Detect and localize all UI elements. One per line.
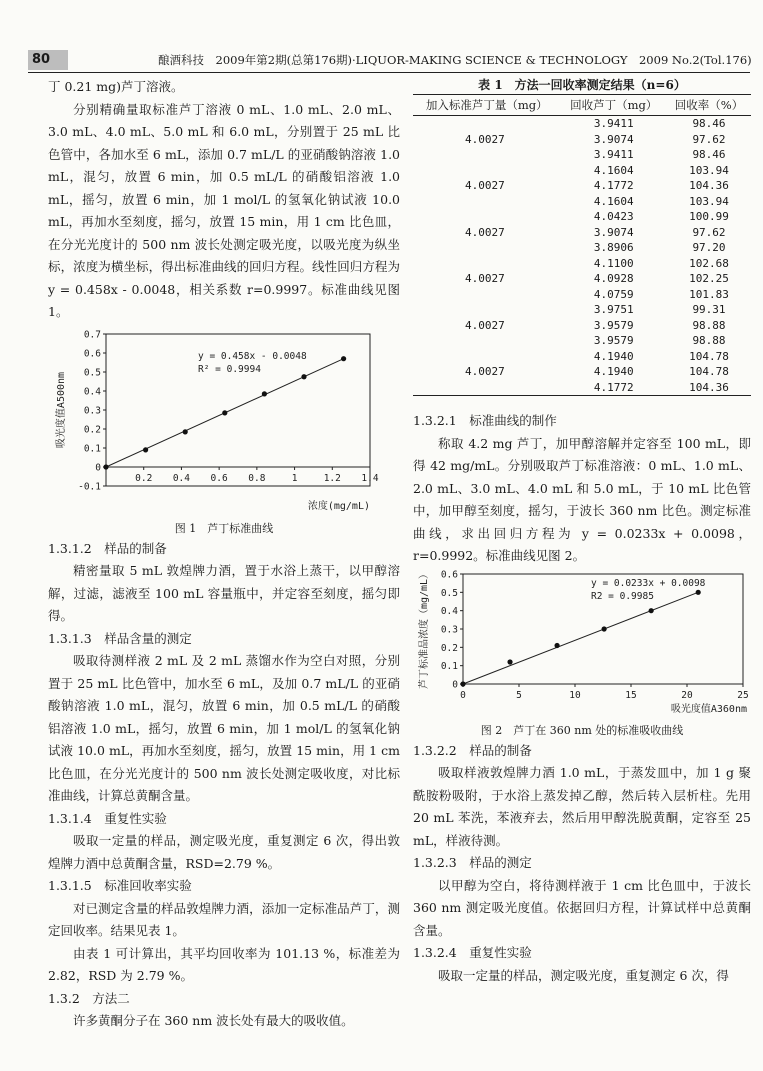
added-amount-cell [413, 302, 561, 318]
x-tick-label: 0.2 [135, 472, 153, 484]
recovered-amount-cell: 3.8906 [593, 241, 634, 254]
section-heading: 1.3.1.2 样品的制备 [48, 540, 167, 556]
y-tick-label: 0.2 [440, 642, 458, 654]
x-tick-label: 0.4 [172, 472, 191, 484]
x-tick-label: 0 [460, 689, 466, 701]
section-heading: 1.3.2.3 样品的测定 [413, 855, 532, 870]
section-heading: 1.3.1.3 样品含量的测定 [48, 630, 192, 646]
added-amount-cell: 4.0027 [465, 365, 505, 378]
figure-caption: 图 1 芦丁标准曲线 [174, 521, 274, 535]
regression-annotation: R² = 0.9994 [198, 363, 261, 375]
table-row [413, 380, 751, 396]
y-tick-label: 0.6 [83, 348, 101, 359]
added-amount-cell [413, 240, 561, 256]
paragraph: 分别精确量取标准芦丁溶液 0 mL、1.0 mL、2.0 mL、3.0 mL、4.0 mL、5.0 mL 和 6.0 mL，分别置于 25 mL 比色管中，各加水至 6 mL，添加 0.7 mL/L 的亚硝酸钠溶液 1.0 mL，混匀，放置 6 min，加 0.5 mL/L 的硝酸铝溶液 1.0 mL，摇匀，放置 6 min，加 1 mol/L 的氢氧化钠试液 10.0 mL，再加水至刻度，摇匀，放置 15 min，用 1 cm 比色皿，在分光光度计的 500 nm 波长处测定吸光度，以吸光度为纵坐标，浓度为横坐标，得出标准曲线的回归方程。线性回归方程为 y = 0.458x - 0.0048，相关系数 r=0.9997。标准曲线见图 1。 [48, 101, 400, 319]
added-amount-cell [413, 209, 561, 225]
recovery-rate-cell: 97.62 [692, 132, 726, 146]
paragraph: 丁 0.21 mg)芦丁溶液。 [48, 79, 184, 94]
recovery-rate-cell: 98.88 [692, 334, 726, 347]
right-column [413, 76, 751, 987]
table-row [413, 349, 751, 365]
x-tick-label: 20 [681, 689, 693, 701]
x-tick-label: 1 [291, 472, 298, 484]
paragraph: 吸取一定量的样品，测定吸光度，重复测定 6 次，得 [438, 967, 729, 983]
y-tick-label: 0.4 [440, 605, 458, 617]
paragraph: 对已测定含量的样品敦煌牌力酒，添加一定标准品芦丁，测定回收率。结果见表 1。 [48, 900, 400, 938]
data-point [602, 626, 607, 631]
recovery-rate-cell: 103.94 [689, 194, 729, 208]
added-amount-cell: 4.0027 [465, 179, 505, 192]
recovery-rate-cell: 98.46 [692, 117, 726, 130]
data-point [554, 642, 559, 647]
added-amount-cell [413, 256, 561, 272]
x-tick-label: 15 [625, 689, 637, 701]
regression-annotation: y = 0.0233x + 0.0098 [591, 577, 706, 589]
table-row [413, 132, 751, 148]
data-point [262, 391, 267, 396]
recovered-amount-cell: 3.9411 [593, 117, 634, 130]
section-heading: 1.3.2.2 样品的制备 [413, 742, 532, 758]
y-tick-label: 0.7 [83, 329, 101, 340]
added-amount-cell [413, 147, 561, 163]
recovery-rate-cell: 104.78 [689, 349, 729, 363]
added-amount-cell [413, 349, 561, 365]
x-tick-label: 1.2 [323, 472, 341, 484]
table-row [413, 287, 751, 303]
y-tick-label: -0.1 [78, 481, 101, 492]
y-tick-label: 0 [95, 462, 101, 473]
data-point [183, 429, 188, 434]
recovered-amount-cell: 4.1940 [593, 365, 634, 378]
data-point [696, 589, 701, 594]
y-tick-label: 0.6 [440, 569, 458, 580]
standard-curve-chart-2 [413, 568, 751, 718]
data-point [460, 681, 465, 686]
table-row [413, 178, 751, 194]
table-row [413, 364, 751, 380]
recovery-rate-cell: 102.25 [689, 272, 729, 285]
y-tick-label: 0.5 [83, 367, 101, 378]
recovery-rate-cell: 98.46 [692, 148, 726, 161]
recovery-rate-cell: 100.99 [689, 210, 729, 223]
recovered-amount-cell: 4.1940 [593, 349, 634, 363]
recovery-rate-cell: 99.31 [692, 303, 726, 316]
table-row [413, 209, 751, 225]
figure-caption: 图 2 芦丁在 360 nm 处的标准吸收曲线 [480, 723, 684, 737]
table-row [413, 256, 751, 272]
data-point [341, 356, 346, 361]
recovery-rate-cell: 97.62 [692, 225, 726, 239]
table-row [413, 318, 751, 334]
recovery-rate-cell: 103.94 [689, 163, 729, 177]
recovered-amount-cell: 4.0759 [593, 287, 634, 301]
x-tick-label: 5 [516, 689, 522, 701]
table-header: 回收芦丁（mg） [561, 95, 667, 116]
regression-line [463, 592, 698, 684]
recovered-amount-cell: 3.9411 [593, 148, 634, 161]
y-tick-label: 0.2 [83, 424, 101, 435]
y-tick-label: 0.3 [83, 405, 101, 416]
journal-title: 酿酒科技 2009年第2期(总第176期)·LIQUOR-MAKING SCIENCE & TECHNOLOGY 2009 No.2(Tol.176) [158, 53, 752, 67]
x-tick-label: 0.6 [210, 472, 228, 484]
standard-curve-chart-1 [48, 324, 400, 516]
table-row [413, 147, 751, 163]
added-amount-cell: 4.0027 [465, 272, 505, 285]
y-tick-label: 0.1 [83, 443, 101, 454]
figure-2 [413, 568, 751, 740]
added-amount-cell [413, 333, 561, 349]
x-tick-label: 25 [737, 689, 749, 701]
recovery-rate-cell: 97.20 [692, 241, 726, 254]
recovered-amount-cell: 3.9751 [593, 303, 634, 316]
table-row [413, 194, 751, 210]
section-heading: 1.3.1.5 标准回收率实验 [48, 878, 192, 893]
section-heading: 1.3.1.4 重复性实验 [48, 810, 167, 826]
recovery-table [413, 94, 751, 396]
x-axis-label: 吸光度值A360nm [670, 703, 747, 715]
data-point [222, 410, 227, 415]
y-tick-label: 0 [452, 679, 458, 690]
recovered-amount-cell: 3.9579 [593, 318, 634, 332]
data-point [507, 659, 512, 664]
recovered-amount-cell: 4.1100 [593, 256, 634, 270]
recovery-rate-cell: 104.36 [689, 179, 729, 192]
paragraph: 吸取待测样液 2 mL 及 2 mL 蒸馏水作为空白对照，分别置于 25 mL 比色管中，加水至 6 mL，及加 0.7 mL/L 的亚硝酸钠溶液 1.0 mL，混匀，放置 6 min，加 0.5 mL/L 的硝酸铝溶液 1.0 mL，摇匀，放置 6 min，加 1 mol/L 的氢氧化钠试液 10.0 mL，再加水至刻度，摇匀，放置 15 min，用 1 cm 比色皿，在分光光度计的 500 nm 波长处测定吸收度，对比标准曲线，计算总黄酮含量。 [48, 653, 400, 803]
paragraph: 称取 4.2 mg 芦丁，加甲醇溶解并定容至 100 mL，即得 42 mg/mL。分别吸取芦丁标准溶液：0 mL、1.0 mL、2.0 mL、3.0 mL、4.0 mL 和 5.0 mL，于 10 mL 比色管中，加甲醇至刻度，摇匀，于波长 360 nm 比色。测定标准曲线，求出回归方程为 y = 0.0233x + 0.0098，r=0.9992。标准曲线见图 2。 [413, 435, 751, 563]
table-title: 表 1 方法一回收率测定结果（n=6） [478, 78, 686, 92]
table-row [413, 116, 751, 132]
recovered-amount-cell: 4.1772 [593, 179, 634, 192]
running-header [28, 50, 750, 73]
recovery-rate-cell: 102.68 [689, 256, 729, 270]
paragraph: 精密量取 5 mL 敦煌牌力酒，置于水浴上蒸干，以甲醇溶解，过滤，滤液至 100 mL 容量瓶中，并定容至刻度，摇匀即得。 [48, 563, 400, 623]
recovered-amount-cell: 4.1604 [593, 194, 634, 208]
recovered-amount-cell: 4.1604 [593, 163, 634, 177]
added-amount-cell [413, 287, 561, 303]
paragraph: 吸取一定量的样品，测定吸光度，重复测定 6 次，得出敦煌牌力酒中总黄酮含量，RSD=2.79 %。 [48, 833, 400, 871]
table-row [413, 225, 751, 241]
recovery-rate-cell: 104.36 [667, 380, 751, 396]
table-header: 回收率（%） [667, 95, 751, 116]
recovered-amount-cell: 3.9074 [593, 225, 634, 239]
x-tick-label: 1.4 [361, 472, 379, 484]
recovered-amount-cell: 4.1772 [561, 380, 667, 396]
data-point [301, 374, 306, 379]
y-tick-label: 0.1 [440, 660, 458, 672]
page-number: 80 [28, 50, 68, 70]
data-point [649, 608, 654, 613]
regression-annotation: y = 0.458x - 0.0048 [198, 350, 307, 362]
recovered-amount-cell: 3.9074 [593, 132, 634, 146]
table-row [413, 271, 751, 287]
y-axis-label: 芦丁标准品浓度（mg/mL） [419, 568, 430, 689]
recovered-amount-cell: 3.9579 [593, 334, 634, 347]
x-axis-label: 浓度(mg/mL) [307, 500, 370, 512]
recovery-rate-cell: 98.88 [692, 318, 726, 332]
paragraph: 许多黄酮分子在 360 nm 波长处有最大的吸收值。 [73, 1013, 354, 1028]
y-axis-label: 吸光度值A500nm [56, 371, 67, 448]
recovered-amount-cell: 4.0928 [593, 272, 634, 285]
added-amount-cell [413, 194, 561, 210]
paragraph: 吸取样液敦煌牌力酒 1.0 mL，于蒸发皿中，加 1 g 聚酰胺粉吸附，于水浴上蒸发掉乙醇，然后转入层析柱。先用 20 mL 苯洗，苯液弃去，然后用甲醇洗脱黄酮，定容至 25 mL，样液待测。 [413, 765, 751, 848]
added-amount-cell: 4.0027 [465, 225, 505, 239]
x-tick-label: 10 [569, 689, 581, 701]
recovery-rate-cell: 101.83 [689, 287, 729, 301]
added-amount-cell [413, 163, 561, 179]
regression-annotation: R2 = 0.9985 [591, 590, 654, 602]
recovery-rate-cell: 104.78 [689, 365, 729, 378]
table-row [413, 163, 751, 179]
y-tick-label: 0.4 [83, 386, 101, 397]
left-column [48, 76, 400, 1033]
y-tick-label: 0.5 [440, 587, 458, 599]
table-row [413, 240, 751, 256]
data-point [143, 447, 148, 452]
section-heading: 1.3.2 方法二 [48, 990, 130, 1006]
section-heading: 1.3.2.1 标准曲线的制作 [413, 413, 557, 428]
paragraph: 以甲醇为空白，将待测样液于 1 cm 比色皿中，于波长 360 nm 测定吸光度值。依据回归方程，计算试样中总黄酮含量。 [413, 877, 751, 938]
added-amount-cell: 4.0027 [465, 132, 505, 146]
x-tick-label: 0.8 [248, 472, 266, 484]
table-row [413, 302, 751, 318]
table-header: 加入标准芦丁量（mg） [413, 95, 561, 116]
y-tick-label: 0.3 [440, 624, 458, 635]
section-heading: 1.3.2.4 重复性实验 [413, 945, 532, 960]
recovered-amount-cell: 4.0423 [593, 210, 634, 223]
table-row [413, 333, 751, 349]
figure-1 [48, 324, 400, 538]
data-point [103, 464, 108, 469]
added-amount-cell: 4.0027 [465, 318, 505, 332]
added-amount-cell [413, 380, 561, 396]
added-amount-cell [413, 116, 561, 132]
paragraph: 由表 1 可计算出，其平均回收率为 101.13 %，标准差为 2.82，RSD 为 2.79 %。 [48, 945, 400, 983]
